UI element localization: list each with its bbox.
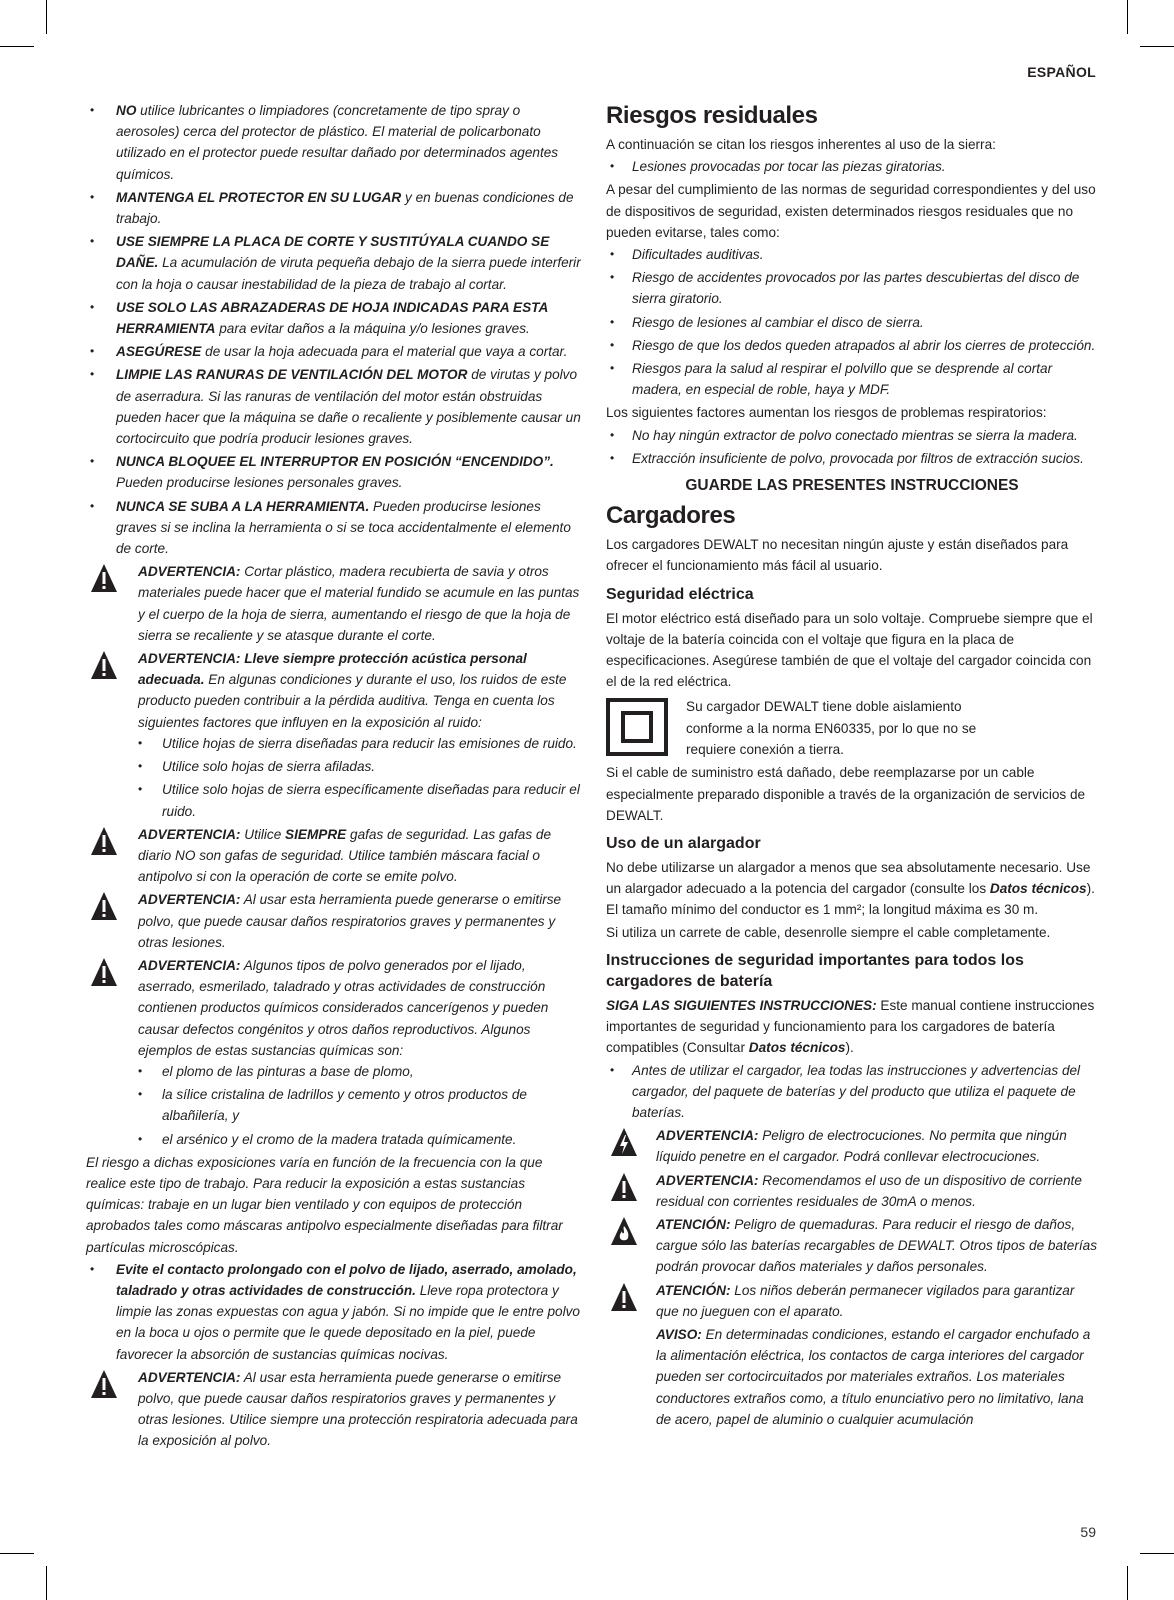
warning-block: ADVERTENCIA: Algunos tipos de polvo generados por el lijado, aserrado, esmerilado, taladrado y otras actividades de construcción contienen productos químicos considerados cancerígenos y pueden causar defectos congénitos y otros daños reproductivos. Algunos ejemplos de estas sustancias químicas son: • el plomo de las pinturas a base de plomo, • la sílice cristalina de ladrillos y cemento y otros productos de albañilería, y • el arsénico y el cromo de la madera tratada químicamente.: [86, 955, 584, 1150]
warning-block: ADVERTENCIA: Cortar plástico, madera recubierta de savia y otros materiales puede hacer que el material fundido se acumule en las puntas y el cuerpo de la hoja de sierra, aumentando el riesgo de que la hoja de sierra se recaliente y se atasque durante el corte.: [86, 561, 584, 646]
crop-mark: [1127, 1566, 1128, 1600]
crop-mark: [46, 1566, 47, 1600]
paragraph: Los siguientes factores aumentan los riesgos de problemas respiratorios:: [606, 405, 1047, 421]
exposure-paragraph: El riesgo a dichas exposiciones varía en función de la frecuencia con la que realice este tipo de trabajo. Para reducir la exposición a estas sustancias químicas: trabaje en un lugar bien ventilado y con equipos de protección aprobados tales como máscaras antipolvo especialmente diseñadas para filtrar partículas microscópicas.: [86, 1154, 563, 1255]
page-number: 59: [1080, 1524, 1096, 1540]
fire-hazard-icon: [610, 1216, 638, 1246]
warning-triangle-icon: [90, 891, 118, 921]
list-item: • NUNCA BLOQUEE EL INTERRUPTOR EN POSICIÓN “ENCENDIDO”. Pueden producirse lesiones personales graves.: [86, 451, 584, 493]
list-item: • Evite el contacto prolongado con el polvo de lijado, aserrado, amolado, taladrado y otras actividades de construcción. Lleve ropa protectora y limpie las zonas expuestas con agua y jabón. Si no impide que le entre polvo en la boca u ojos o permite que le quede depositado en la piel, puede favorecer la absorción de sustancias químicas nocivas.: [86, 1259, 584, 1365]
paragraph: Los cargadores DEWALT no necesitan ningún ajuste y están diseñados para ofrecer el funcionamiento más fácil al usuario.: [606, 537, 1069, 574]
list-item: • NO utilice lubricantes o limpiadores (concretamente de tipo spray o aerosoles) cerca del protector de plástico. El material de policarbonato utilizado en el protector puede resultar dañado por determinados agentes químicos.: [86, 100, 584, 185]
paragraph: El motor eléctrico está diseñado para un solo voltaje. Compruebe siempre que el voltaje de la batería coincida con el voltaje que figura en la placa de especificaciones. Asegúrese también de que el voltaje del cargador coincida con el de la red eléctrica.: [606, 610, 1093, 690]
crop-mark: [1140, 46, 1174, 47]
right-column: [606, 100, 1098, 1432]
list-item: • Riesgo de accidentes provocados por las partes descubiertas del disco de sierra giratorio.: [606, 267, 1098, 309]
section-heading-residual-risks: Riesgos residuales: [606, 102, 818, 129]
warning-triangle-icon: [90, 1369, 118, 1399]
list-item: • Extracción insuficiente de polvo, provocada por filtros de extracción sucios.: [606, 448, 1098, 469]
warning-triangle-icon: [610, 1282, 638, 1312]
list-item: • el arsénico y el cromo de la madera tratada químicamente.: [134, 1129, 584, 1150]
list-item: • USE SIEMPRE LA PLACA DE CORTE Y SUSTITÚYALA CUANDO SE DAÑE. La acumulación de viruta pequeña debajo de la sierra puede interferir con la hoja o causar inestabilidad de la pieza de trabajo al cortar.: [86, 231, 584, 295]
crop-mark: [0, 46, 34, 47]
left-column: [86, 100, 584, 1454]
list-item: • No hay ningún extractor de polvo conectado mientras se sierra la madera.: [606, 425, 1098, 446]
list-item: • Lesiones provocadas por tocar las piezas giratorias.: [606, 156, 1098, 177]
double-insulation-block: Su cargador DEWALT tiene doble aislamiento conforme a la norma EN60335, por lo que no se requiere conexión a tierra.: [606, 696, 1098, 760]
crop-mark: [1140, 1553, 1174, 1554]
list-item: • Utilice hojas de sierra diseñadas para reducir las emisiones de ruido.: [134, 733, 584, 754]
paragraph: A pesar del cumplimiento de las normas de seguridad correspondientes y del uso de dispositivos de seguridad, existen determinados riesgos residuales que no pueden evitarse, tales como:: [606, 182, 1096, 240]
chemical-list: [134, 1061, 584, 1150]
dust-bullet-list: [86, 1259, 584, 1365]
warning-triangle-icon: [90, 563, 118, 593]
paragraph: No debe utilizarse un alargador a menos que sea absolutamente necesario. Use un alargador adecuado a la potencia del cargador (consulte los Datos técnicos). El tamaño mínimo del conductor es 1 mm²; la longitud máxima es 30 m.: [606, 860, 1095, 918]
paragraph: SIGA LAS SIGUIENTES INSTRUCCIONES: Este manual contiene instrucciones importantes de seguridad y funcionamiento para los cargadores de batería compatibles (Consultar Datos técnicos).: [606, 997, 1095, 1056]
safety-bullet-list: [86, 100, 584, 559]
list-item: • Riesgo de lesiones al cambiar el disco de sierra.: [606, 312, 1098, 333]
warning-block: ADVERTENCIA: Al usar esta herramienta puede generarse o emitirse polvo, que puede causar daños respiratorios graves y permanentes y otras lesiones.: [86, 889, 584, 953]
crop-mark: [46, 0, 47, 34]
crop-mark: [0, 1553, 34, 1554]
list-item: • LIMPIE LAS RANURAS DE VENTILACIÓN DEL MOTOR de virutas y polvo de aserradura. Si las ranuras de ventilación del motor están obstruidas pueden hacer que la máquina se dañe o recaliente y posiblemente causar un cortocircuito que podría producir lesiones graves.: [86, 364, 584, 449]
warning-block: ADVERTENCIA: Peligro de electrocuciones. No permita que ningún líquido penetre en el cargador. Podrá conllevar electrocuciones.: [606, 1125, 1098, 1167]
respiratory-risk-list: [606, 425, 1098, 469]
list-item: • Antes de utilizar el cargador, lea todas las instrucciones y advertencias del cargador, del paquete de baterías y del producto que utiliza el paquete de baterías.: [606, 1060, 1098, 1124]
list-item: • USE SOLO LAS ABRAZADERAS DE HOJA INDICADAS PARA ESTA HERRAMIENTA para evitar daños a la máquina y/o lesiones graves.: [86, 297, 584, 339]
list-item: • Riesgo de que los dedos queden atrapados al abrir los cierres de protección.: [606, 335, 1098, 356]
list-item: • Utilice solo hojas de sierra afiladas.: [134, 756, 584, 777]
list-item: • MANTENGA EL PROTECTOR EN SU LUGAR y en buenas condiciones de trabajo.: [86, 187, 584, 229]
list-item: • el plomo de las pinturas a base de plomo,: [134, 1061, 584, 1082]
warning-triangle-icon: [90, 957, 118, 987]
paragraph: A continuación se citan los riesgos inherentes al uso de la sierra:: [606, 137, 996, 152]
residual-risk-list: [606, 244, 1098, 400]
warning-block: ATENCIÓN: Los niños deberán permanecer vigilados para garantizar que no jueguen con el aparato.: [606, 1280, 1098, 1322]
language-label: ESPAÑOL: [1027, 64, 1096, 80]
subheading-important-instructions: Instrucciones de seguridad importantes para todos los cargadores de batería: [606, 951, 1024, 990]
warning-triangle-icon: [90, 826, 118, 856]
double-insulation-icon: [606, 698, 668, 756]
warning-block: ADVERTENCIA: Recomendamos el uso de un dispositivo de corriente residual con corrientes residuales de 30mA o menos.: [606, 1170, 1098, 1212]
list-item: • Dificultades auditivas.: [606, 244, 1098, 265]
warning-triangle-icon: [90, 650, 118, 680]
section-heading-chargers: Cargadores: [606, 502, 736, 530]
warning-block: ADVERTENCIA: Utilice SIEMPRE gafas de seguridad. Las gafas de diario NO son gafas de seguridad. Utilice también máscara facial o antipolvo si con la operación de corte se emite polvo.: [86, 824, 584, 888]
list-item: • la sílice cristalina de ladrillos y cemento y otros productos de albañilería, y: [134, 1084, 584, 1126]
paragraph: Si el cable de suministro está dañado, debe reemplazarse por un cable especialmente preparado disponible a través de la organización de servicios de DEWALT.: [606, 765, 1086, 823]
subheading-extension-cord: Uso de un alargador: [606, 835, 761, 853]
subheading-electrical-safety: Seguridad eléctrica: [606, 585, 754, 603]
paragraph: Si utiliza un carrete de cable, desenrolle siempre el cable completamente.: [606, 924, 1051, 940]
electric-shock-warning-icon: [610, 1127, 638, 1157]
warning-block: ADVERTENCIA: Lleve siempre protección acústica personal adecuada. En algunas condiciones y durante el uso, los ruidos de este producto pueden contribuir a la pérdida auditiva. Tenga en cuenta los siguientes factores que influyen en la exposición al ruido: • Utilice hojas de sierra diseñadas para reducir las emisiones de ruido. • Utilice solo hojas de sierra afiladas. • Utilice solo hojas de sierra específicamente diseñadas para reducir el ruido.: [86, 648, 584, 822]
list-item: • Riesgos para la salud al respirar el polvillo que se desprende al cortar madera, en especial de roble, haya y MDF.: [606, 358, 1098, 400]
residual-risk-list: [606, 156, 1098, 177]
warning-block: ATENCIÓN: Peligro de quemaduras. Para reducir el riesgo de daños, cargue sólo las baterías recargables de DEWALT. Otros tipos de baterías podrán provocar daños materiales y daños personales.: [606, 1214, 1098, 1278]
list-item: • Utilice solo hojas de sierra específicamente diseñadas para reducir el ruido.: [134, 779, 584, 821]
noise-factor-list: [134, 733, 584, 822]
crop-mark: [1127, 0, 1128, 34]
save-instructions-heading: GUARDE LAS PRESENTES INSTRUCCIONES: [685, 477, 1019, 495]
notice-block: AVISO: En determinadas condiciones, estando el cargador enchufado a la alimentación eléctrica, los contactos de carga interiores del cargador pueden ser cortocircuitados por materiales extraños. Los materiales conductores extraños como, a título enunciativo pero no limitativo, lana de acero, papel de aluminio o cualquier acumulación: [656, 1326, 1091, 1427]
list-item: • ASEGÚRESE de usar la hoja adecuada para el material que vaya a cortar.: [86, 341, 584, 362]
warning-triangle-icon: [610, 1172, 638, 1202]
warning-block: ADVERTENCIA: Al usar esta herramienta puede generarse o emitirse polvo, que puede causar daños respiratorios graves y permanentes y otras lesiones. Utilice siempre una protección respiratoria adecuada para la exposición al polvo.: [86, 1367, 584, 1452]
charger-instruction-list: [606, 1060, 1098, 1124]
list-item: • NUNCA SE SUBA A LA HERRAMIENTA. Pueden producirse lesiones graves si se inclina la herramienta o si se toca accidentalmente el elemento de corte.: [86, 496, 584, 560]
